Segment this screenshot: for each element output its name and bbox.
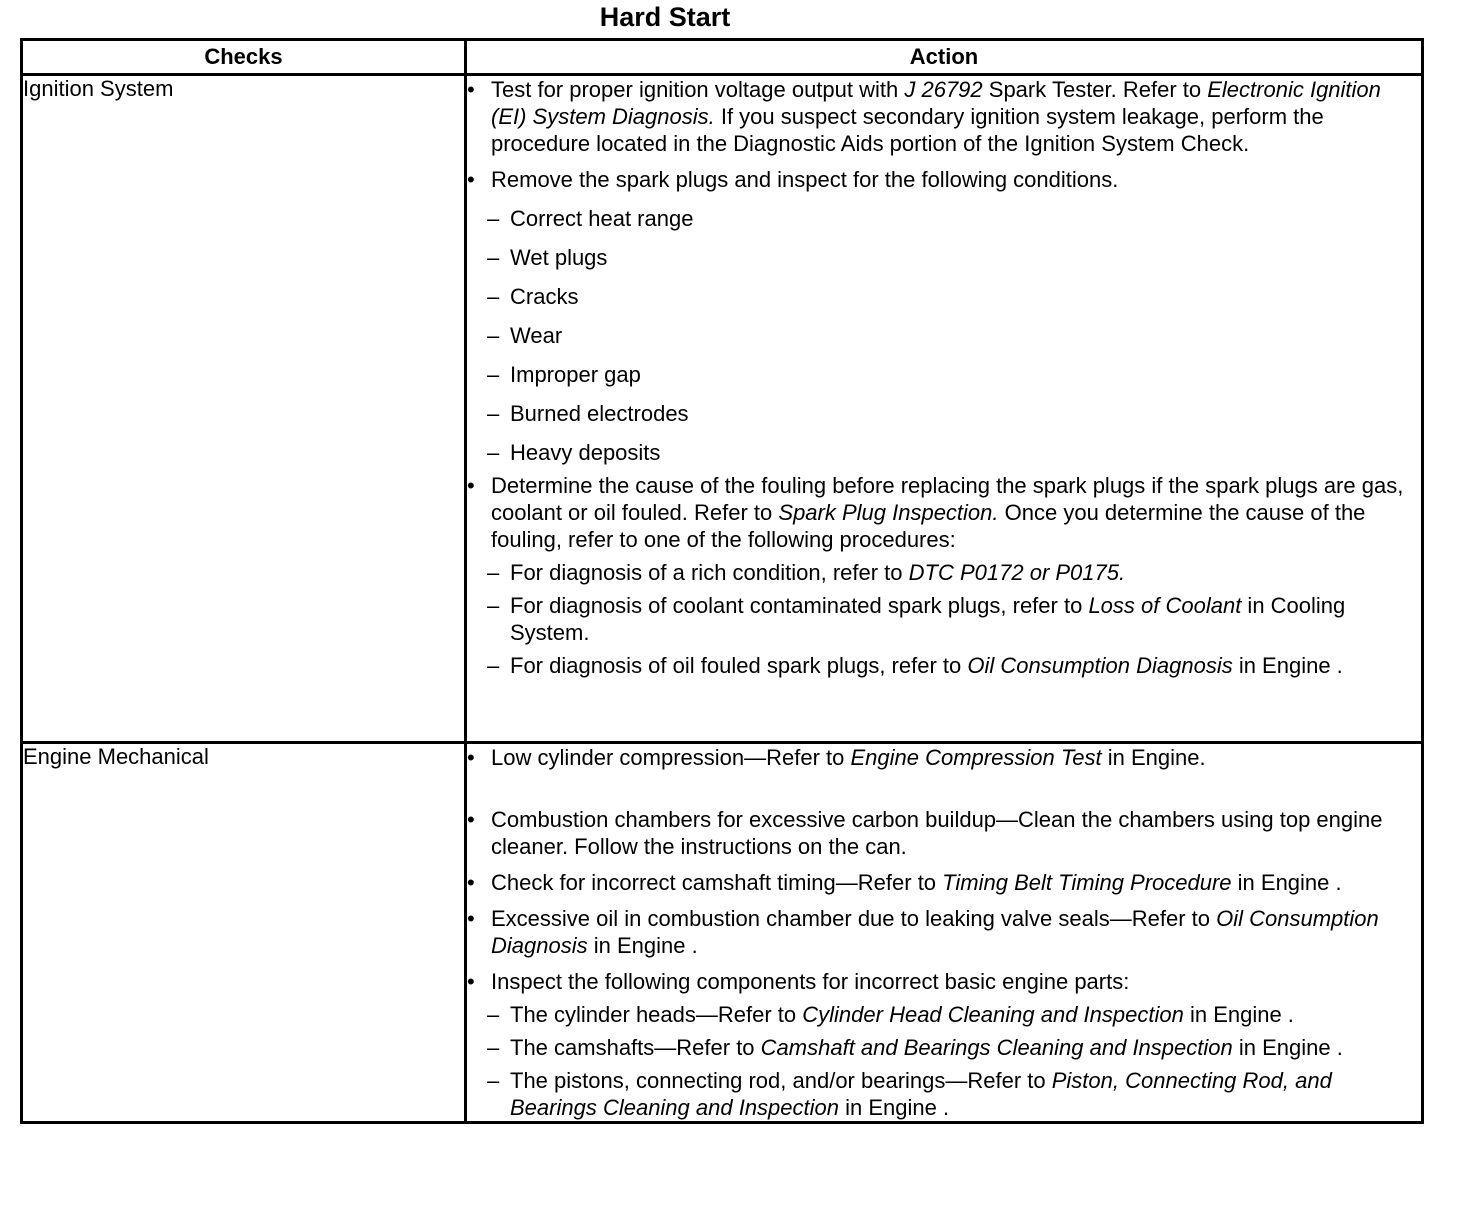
sub-list-item: – Burned electrodes [477,400,1421,427]
table-row [22,743,1423,1123]
list-item: • Excessive oil in combustion chamber due to leaking valve seals—Refer to Oil Consumption Diagnosis in Engine . [467,905,1421,959]
list-item: • Determine the cause of the fouling before replacing the spark plugs if the spark plugs are gas, coolant or oil fouled. Refer to Spark Plug Inspection. Once you determine the cause of the fouling, refer to one of the following procedures: [467,472,1421,553]
action-cell [466,75,1423,743]
document-title: Hard Start [599,2,731,32]
sub-list-item: – For diagnosis of coolant contaminated spark plugs, refer to Loss of Coolant in Cooling System. [477,592,1421,646]
sub-list-item: – For diagnosis of a rich condition, refer to DTC P0172 or P0175. [477,559,1421,586]
sub-list-item: – Improper gap [477,361,1421,388]
action-cell [466,743,1423,1123]
checks-header: Checks [22,40,466,75]
list-item: • Remove the spark plugs and inspect for the following conditions. [467,166,1421,193]
sub-list-item: – The pistons, connecting rod, and/or bearings—Refer to Piston, Connecting Rod, and Bearings Cleaning and Inspection in Engine . [477,1067,1421,1121]
table-header-row [22,40,1423,75]
sub-list-item: – For diagnosis of oil fouled spark plugs, refer to Oil Consumption Diagnosis in Engine . [477,652,1421,679]
list-item: • Low cylinder compression—Refer to Engine Compression Test in Engine. [467,744,1421,771]
sub-list-item: – Wet plugs [477,244,1421,271]
sub-list-item: – Correct heat range [477,205,1421,232]
sub-list-item: – Heavy deposits [477,439,1421,466]
check-ignition-system: Ignition System [22,75,466,743]
list-item: • Check for incorrect camshaft timing—Refer to Timing Belt Timing Procedure in Engine . [467,869,1421,896]
sub-list-item: – The cylinder heads—Refer to Cylinder Head Cleaning and Inspection in Engine . [477,1001,1421,1028]
list-item: • Inspect the following components for incorrect basic engine parts: [467,968,1421,995]
list-item: • Combustion chambers for excessive carbon buildup—Clean the chambers using top engine cleaner. Follow the instructions on the can. [467,806,1421,860]
table-row [22,75,1423,743]
sub-list-item: – The camshafts—Refer to Camshaft and Bearings Cleaning and Inspection in Engine . [477,1034,1421,1061]
list-item: • Test for proper ignition voltage output with J 26792 Spark Tester. Refer to Electronic Ignition (EI) System Diagnosis. If you suspect secondary ignition system leakage, perform the procedure located in the Diagnostic Aids portion of the Ignition System Check. [467,76,1421,157]
action-header: Action [466,40,1423,75]
sub-list-item: – Wear [477,322,1421,349]
check-engine-mechanical: Engine Mechanical [22,743,466,1123]
sub-list-item: – Cracks [477,283,1421,310]
hard-start-table [20,38,1424,1124]
